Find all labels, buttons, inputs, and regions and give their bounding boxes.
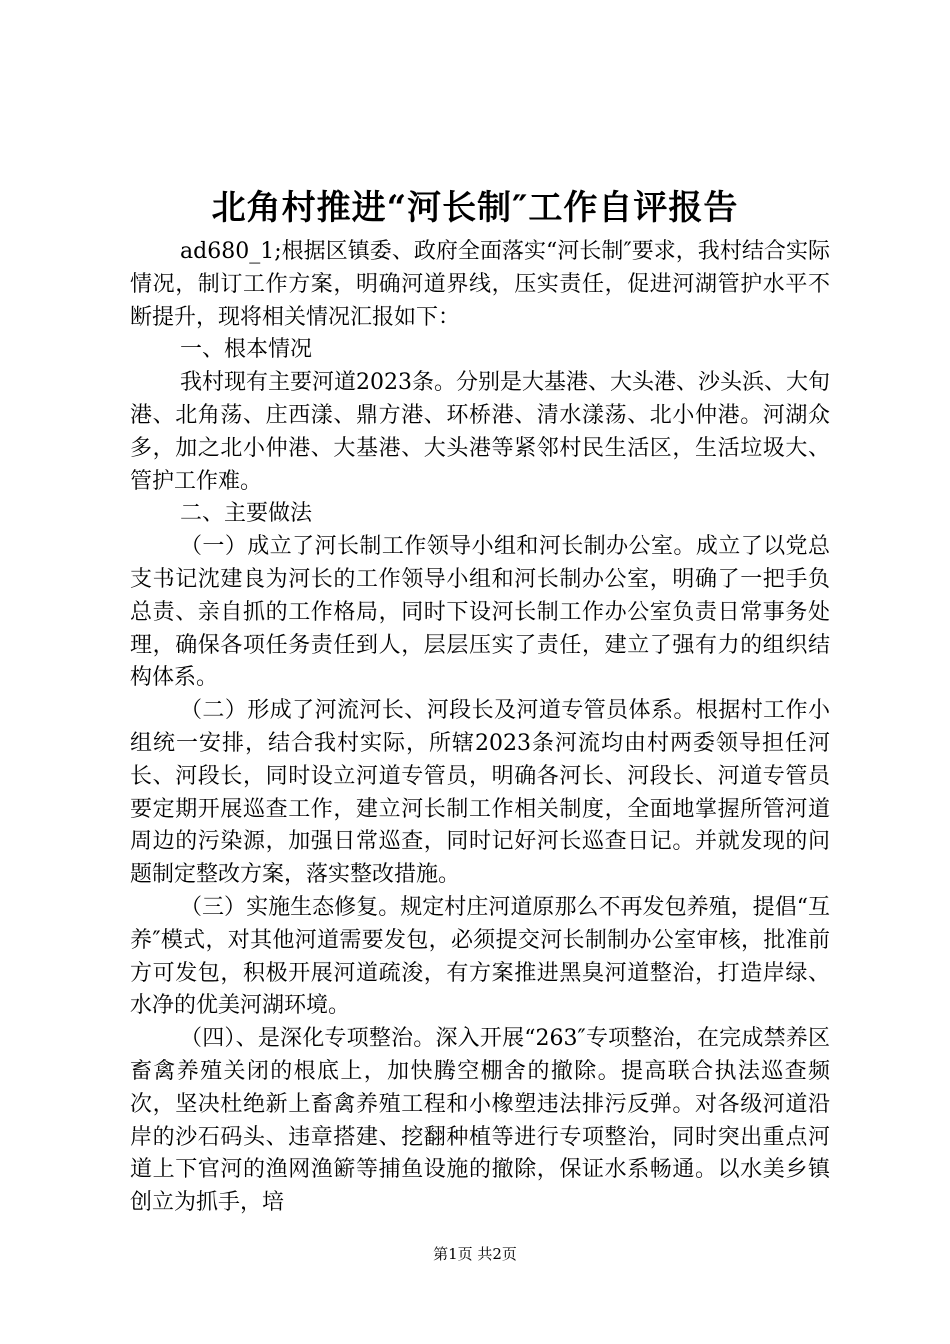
paragraph-practice-3: （三）实施生态修复。规定村庄河道原那么不再发包养殖，提倡“互养″模式，对其他河道需要发包，必须提交河长制制办公室审核，批准前方可发包，积极开展河道疏浚，有方案推进黑臭河道整治，打造岸绿、水净的优美河湖环境。 [130,894,830,1019]
paragraph-practice-2: （二）形成了河流河长、河段长及河道专管员体系。根据村工作小组统一安排，结合我村实际，所辖2023条河流均由村两委领导担任河长、河段长，同时设立河道专管员，明确各河长、河段长、河道专管员要定期开展巡查工作，建立河长制工作相关制度，全面地掌握所管河道周边的污染源，加强日常巡查，同时记好河长巡查日记。并就发现的问题制定整改方案，落实整改措施。 [130,698,830,888]
page-footer: 第1页 共2页 [433,1245,517,1263]
paragraph-practice-4: （四）、是深化专项整治。深入开展“263″专项整治，在完成禁养区畜禽养殖关闭的根底上，加快腾空棚舍的撤除。提高联合执法巡查频次，坚决杜绝新上畜禽养殖工程和小橡塑违法排污反弹。对各级河道沿岸的沙石码头、违章搭建、挖翻种植等进行专项整治，同时突出重点河道上下官河的渔网渔簖等捕鱼设施的撤除，保证水系畅通。以水美乡镇创立为抓手，培 [130,1026,830,1216]
section-heading-practices: 二、主要做法 [180,501,313,527]
document-title: 北角村推进“河长制″工作自评报告 [211,188,739,228]
document-body [130,236,830,1220]
paragraph-practice-1: （一）成立了河长制工作领导小组和河长制办公室。成立了以党总支书记沈建良为河长的工作领导小组和河长制办公室，明确了一把手负总责、亲自抓的工作格局，同时下设河长制工作办公室负责日常事务处理，确保各项任务责任到人，层层压实了责任，建立了强有力的组织结构体系。 [130,534,830,691]
paragraph-basic-situation: 我村现有主要河道2023条。分别是大基港、大头港、沙头浜、大旬港、北角荡、庄西漾、鼎方港、环桥港、清水漾荡、北小仲港。河湖众多，加之北小仲港、大基港、大头港等紧邻村民生活区，生活垃圾大、管护工作难。 [130,370,830,494]
paragraph-intro: ad680_1;根据区镇委、政府全面落实“河长制″要求，我村结合实际情况，制订工作方案，明确河道界线，压实责任，促进河湖管护水平不断提升，现将相关情况汇报如下： [130,239,830,330]
section-heading-basic: 一、根本情况 [180,337,313,363]
